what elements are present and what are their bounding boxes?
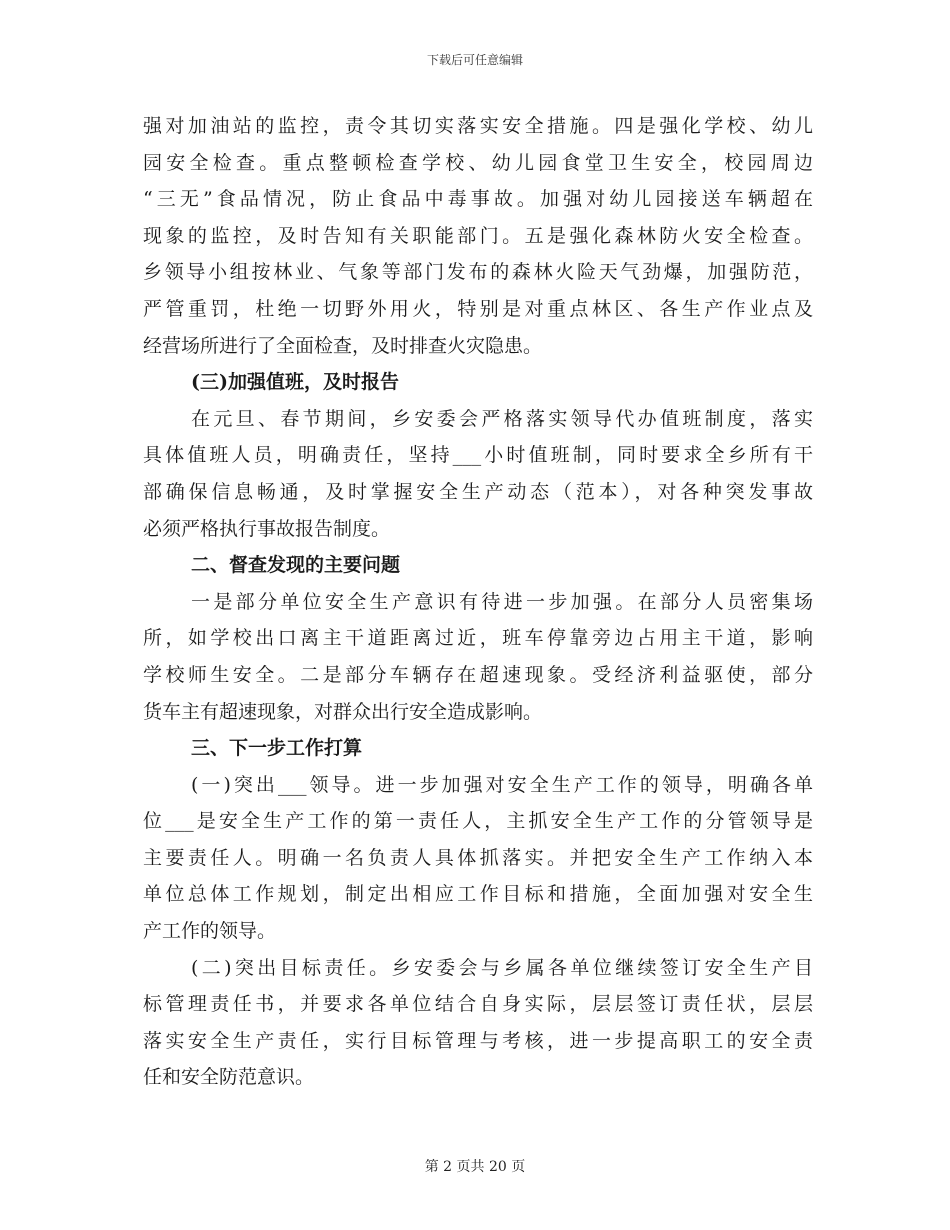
section-heading: 二、督查发现的主要问题	[191, 554, 401, 577]
paragraph-line: (一)突出___领导。进一步加强对安全生产工作的领导，明确各单	[191, 773, 813, 796]
paragraph-line: 严管重罚，杜绝一切野外用火，特别是对重点林区、各生产作业点及	[143, 297, 813, 320]
paragraph-line: 单位总体工作规划，制定出相应工作目标和措施，全面加强对安全生	[143, 883, 813, 906]
paragraph-line: 产工作的领导。	[143, 920, 277, 943]
paragraph-line: 必须严格执行事故报告制度。	[143, 517, 391, 540]
paragraph-line: 强对加油站的监控，责令其切实落实安全措施。四是强化学校、幼儿	[143, 115, 813, 137]
paragraph-line: “三无”食品情况，防止食品中毒事故。加强对幼儿园接送车辆超在	[143, 188, 813, 211]
paragraph-line: (二)突出目标责任。乡安委会与乡属各单位继续签订安全生产目	[191, 956, 813, 979]
paragraph-line: 位___是安全生产工作的第一责任人，主抓安全生产工作的分管领导是	[143, 810, 813, 833]
page-number: 第 2 页共 20 页	[424, 1159, 526, 1175]
paragraph-line: 货车主有超速现象，对群众出行安全造成影响。	[143, 700, 543, 723]
paragraph-line: 任和安全防范意识。	[143, 1066, 315, 1089]
paragraph-line: 部确保信息畅通，及时掌握安全生产动态（范本），对各种突发事故	[143, 480, 813, 503]
paragraph-line: 标管理责任书，并要求各单位结合自身实际，层层签订责任状，层层	[143, 993, 813, 1016]
paragraph-line: 具体值班人员，明确责任，坚持___小时值班制，同时要求全乡所有干	[143, 444, 813, 467]
document-body	[143, 108, 813, 1096]
paragraph-line: 学校师生安全。二是部分车辆存在超速现象。受经济利益驱使，部分	[143, 663, 813, 686]
paragraph-line: 现象的监控，及时告知有关职能部门。五是强化森林防火安全检查。	[143, 224, 813, 247]
page-header: 下载后可任意编辑	[426, 53, 523, 67]
paragraph-line: 落实安全生产责任，实行目标管理与考核，进一步提高职工的安全责	[143, 1029, 813, 1052]
section-heading: (三)加强值班，及时报告	[191, 371, 399, 394]
paragraph-line: 园安全检查。重点整顿检查学校、幼儿园食堂卫生安全，校园周边	[143, 151, 813, 174]
paragraph-line: 一是部分单位安全生产意识有待进一步加强。在部分人员密集场	[191, 590, 813, 613]
paragraph-line: 所，如学校出口离主干道距离过近，班车停靠旁边占用主干道，影响	[143, 627, 813, 650]
section-heading: 三、下一步工作打算	[191, 737, 363, 760]
paragraph-line: 经营场所进行了全面检查，及时排查火灾隐患。	[143, 334, 543, 357]
paragraph-line: 在元旦、春节期间，乡安委会严格落实领导代办值班制度，落实	[191, 407, 813, 430]
paragraph-line: 主要责任人。明确一名负责人具体抓落实。并把安全生产工作纳入本	[143, 846, 813, 869]
paragraph-line: 乡领导小组按林业、气象等部门发布的森林火险天气劲爆，加强防范，	[143, 261, 813, 284]
